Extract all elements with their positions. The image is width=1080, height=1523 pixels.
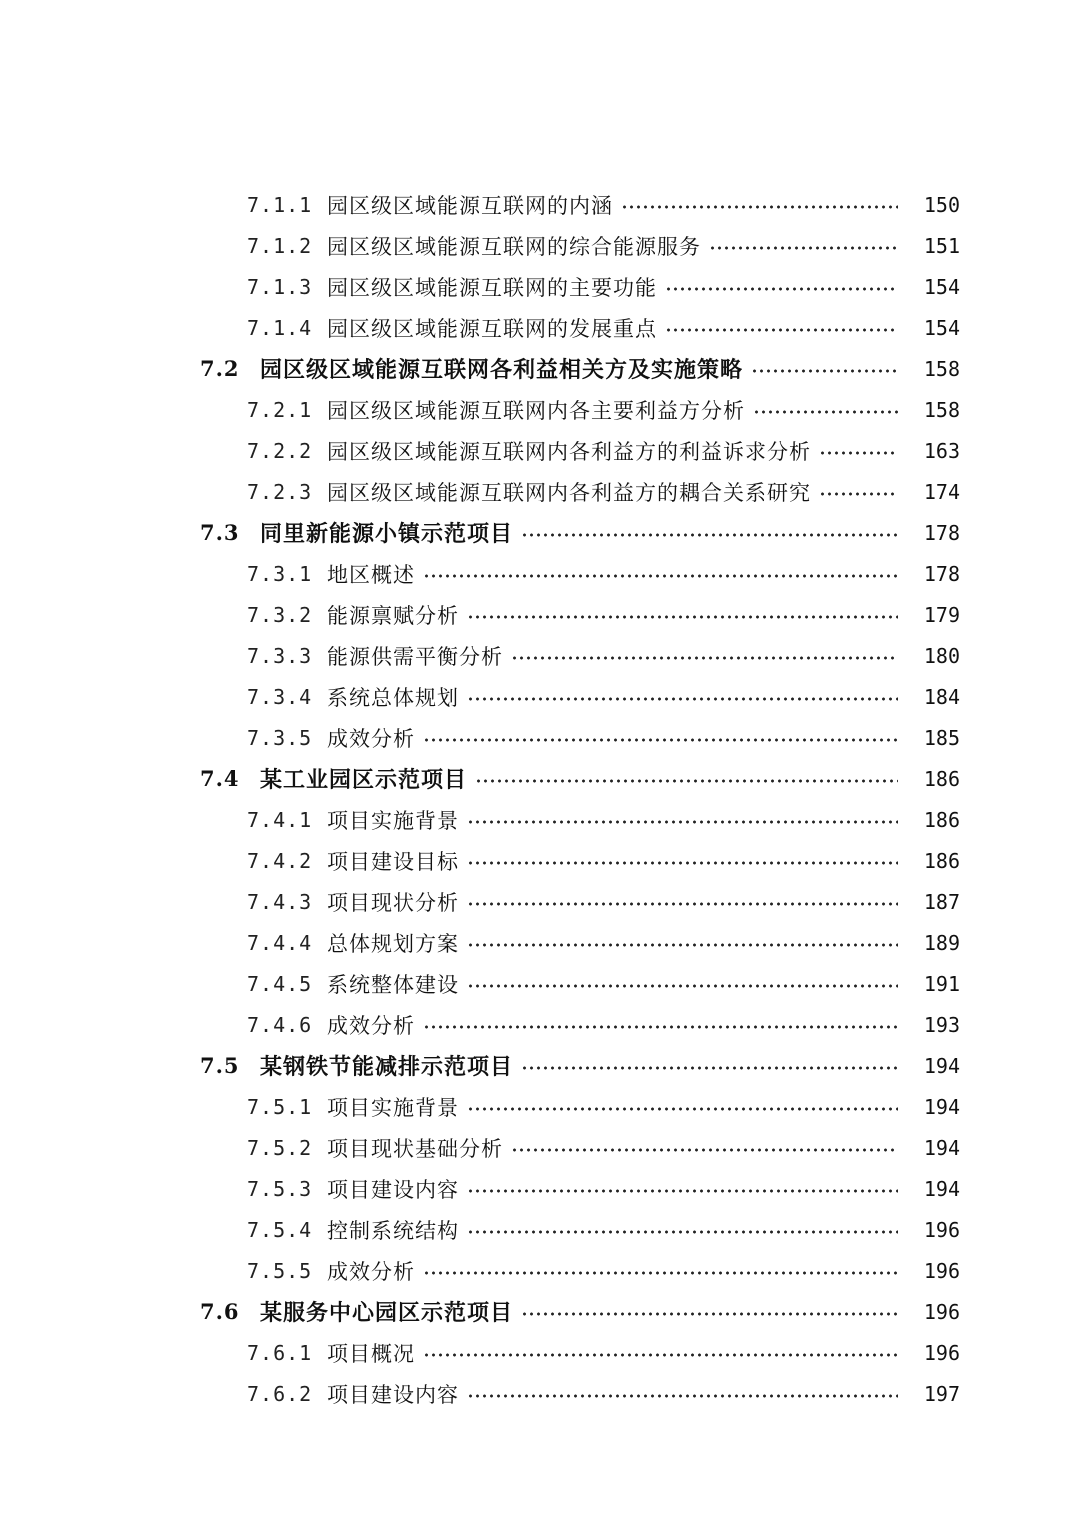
toc-section-heading: [0, 348, 1080, 389]
entry-page-number: 196: [923, 1217, 960, 1242]
entry-page-number: 180: [923, 643, 960, 668]
table-of-contents: [0, 184, 1080, 1414]
dot-leader: [467, 983, 898, 989]
entry-number: 7.3.2: [247, 602, 313, 627]
entry-title: 系统总体规划: [327, 685, 459, 710]
dot-leader: [423, 737, 898, 743]
dot-leader: [753, 409, 898, 415]
entry-title: 园区级区域能源互联网内各利益方的耦合关系研究: [327, 480, 811, 505]
entry-title: 总体规划方案: [327, 931, 459, 956]
dot-leader: [521, 532, 898, 538]
dot-leader: [467, 901, 898, 907]
dot-leader: [467, 614, 898, 620]
entry-page-number: 196: [923, 1299, 960, 1324]
entry-page-number: 186: [923, 807, 960, 832]
toc-entry: [0, 594, 1080, 635]
entry-page-number: 187: [923, 889, 960, 914]
dot-leader: [621, 204, 898, 210]
dot-leader: [423, 1024, 898, 1030]
entry-title: 园区级区域能源互联网的主要功能: [327, 275, 657, 300]
entry-number: 7.2.2: [247, 438, 313, 463]
entry-number: 7.6.1: [247, 1340, 313, 1365]
entry-title: 项目概况: [327, 1341, 415, 1366]
entry-title: 项目建设目标: [327, 849, 459, 874]
entry-title: 成效分析: [327, 726, 415, 751]
toc-section-heading: [0, 758, 1080, 799]
entry-page-number: 178: [923, 520, 960, 545]
entry-page-number: 196: [923, 1340, 960, 1365]
section-title: 某工业园区示范项目: [260, 767, 468, 793]
toc-entry: [0, 676, 1080, 717]
entry-number: 7.4.6: [247, 1012, 313, 1037]
dot-leader: [423, 1270, 898, 1276]
toc-entry: [0, 307, 1080, 348]
dot-leader: [475, 778, 898, 784]
toc-entry: [0, 1209, 1080, 1250]
entry-number: 7.4.5: [247, 971, 313, 996]
entry-page-number: 186: [923, 766, 960, 791]
dot-leader: [467, 1188, 898, 1194]
dot-leader: [521, 1065, 898, 1071]
entry-number: 7.5.2: [247, 1135, 313, 1160]
entry-number: 7.1.1: [247, 192, 313, 217]
toc-entry: [0, 430, 1080, 471]
entry-page-number: 194: [923, 1135, 960, 1160]
entry-number: 7.1.3: [247, 274, 313, 299]
toc-entry: [0, 799, 1080, 840]
entry-number: 7.6.2: [247, 1381, 313, 1406]
dot-leader: [467, 1229, 898, 1235]
section-title: 某钢铁节能减排示范项目: [260, 1054, 514, 1080]
entry-page-number: 191: [923, 971, 960, 996]
entry-page-number: 197: [923, 1381, 960, 1406]
toc-entry: [0, 1086, 1080, 1127]
entry-page-number: 158: [923, 397, 960, 422]
entry-page-number: 193: [923, 1012, 960, 1037]
section-number: 7.4: [200, 766, 240, 791]
dot-leader: [467, 1106, 898, 1112]
entry-title: 园区级区域能源互联网的内涵: [327, 193, 613, 218]
toc-entry: [0, 184, 1080, 225]
toc-entry: [0, 553, 1080, 594]
entry-page-number: 184: [923, 684, 960, 709]
dot-leader: [511, 655, 898, 661]
entry-number: 7.2.3: [247, 479, 313, 504]
entry-page-number: 194: [923, 1053, 960, 1078]
dot-leader: [751, 368, 898, 374]
entry-number: 7.5.4: [247, 1217, 313, 1242]
entry-number: 7.5.3: [247, 1176, 313, 1201]
toc-entry: [0, 840, 1080, 881]
toc-section-heading: [0, 1045, 1080, 1086]
section-title: 某服务中心园区示范项目: [260, 1300, 514, 1326]
section-number: 7.2: [200, 356, 240, 381]
dot-leader: [665, 327, 898, 333]
entry-number: 7.1.4: [247, 315, 313, 340]
entry-title: 地区概述: [327, 562, 415, 587]
dot-leader: [467, 696, 898, 702]
entry-number: 7.2.1: [247, 397, 313, 422]
toc-entry: [0, 963, 1080, 1004]
dot-leader: [467, 819, 898, 825]
entry-number: 7.4.3: [247, 889, 313, 914]
dot-leader: [467, 860, 898, 866]
entry-number: 7.3.3: [247, 643, 313, 668]
dot-leader: [423, 573, 898, 579]
entry-page-number: 154: [923, 274, 960, 299]
entry-page-number: 151: [923, 233, 960, 258]
entry-page-number: 178: [923, 561, 960, 586]
entry-page-number: 150: [923, 192, 960, 217]
entry-page-number: 174: [923, 479, 960, 504]
entry-title: 控制系统结构: [327, 1218, 459, 1243]
toc-entry: [0, 389, 1080, 430]
entry-page-number: 185: [923, 725, 960, 750]
toc-section-heading: [0, 1291, 1080, 1332]
entry-page-number: 196: [923, 1258, 960, 1283]
entry-title: 系统整体建设: [327, 972, 459, 997]
entry-title: 项目现状分析: [327, 890, 459, 915]
dot-leader: [521, 1311, 898, 1317]
entry-number: 7.5.1: [247, 1094, 313, 1119]
toc-entry: [0, 635, 1080, 676]
toc-entry: [0, 1332, 1080, 1373]
entry-title: 项目实施背景: [327, 1095, 459, 1120]
toc-entry: [0, 717, 1080, 758]
entry-title: 项目现状基础分析: [327, 1136, 503, 1161]
dot-leader: [665, 286, 898, 292]
section-number: 7.6: [200, 1299, 240, 1324]
toc-entry: [0, 1168, 1080, 1209]
entry-number: 7.3.4: [247, 684, 313, 709]
toc-section-heading: [0, 512, 1080, 553]
entry-title: 能源禀赋分析: [327, 603, 459, 628]
dot-leader: [423, 1352, 898, 1358]
dot-leader: [819, 491, 898, 497]
section-number: 7.5: [200, 1053, 240, 1078]
dot-leader: [511, 1147, 898, 1153]
toc-entry: [0, 266, 1080, 307]
entry-number: 7.3.1: [247, 561, 313, 586]
entry-title: 成效分析: [327, 1013, 415, 1038]
dot-leader: [467, 1393, 898, 1399]
entry-title: 项目建设内容: [327, 1177, 459, 1202]
entry-number: 7.3.5: [247, 725, 313, 750]
entry-number: 7.4.4: [247, 930, 313, 955]
toc-entry: [0, 881, 1080, 922]
toc-entry: [0, 1004, 1080, 1045]
section-number: 7.3: [200, 520, 240, 545]
entry-page-number: 154: [923, 315, 960, 340]
entry-title: 园区级区域能源互联网内各利益方的利益诉求分析: [327, 439, 811, 464]
entry-title: 成效分析: [327, 1259, 415, 1284]
entry-page-number: 194: [923, 1094, 960, 1119]
entry-title: 园区级区域能源互联网的综合能源服务: [327, 234, 701, 259]
entry-title: 项目建设内容: [327, 1382, 459, 1407]
entry-page-number: 194: [923, 1176, 960, 1201]
toc-entry: [0, 471, 1080, 512]
toc-entry: [0, 1250, 1080, 1291]
toc-entry: [0, 225, 1080, 266]
toc-entry: [0, 1373, 1080, 1414]
entry-number: 7.4.1: [247, 807, 313, 832]
section-title: 同里新能源小镇示范项目: [260, 521, 514, 547]
entry-title: 能源供需平衡分析: [327, 644, 503, 669]
dot-leader: [467, 942, 898, 948]
entry-page-number: 158: [923, 356, 960, 381]
entry-page-number: 186: [923, 848, 960, 873]
dot-leader: [709, 245, 898, 251]
entry-title: 园区级区域能源互联网的发展重点: [327, 316, 657, 341]
entry-number: 7.4.2: [247, 848, 313, 873]
entry-number: 7.5.5: [247, 1258, 313, 1283]
section-title: 园区级区域能源互联网各利益相关方及实施策略: [260, 357, 744, 383]
entry-page-number: 163: [923, 438, 960, 463]
toc-entry: [0, 922, 1080, 963]
toc-entry: [0, 1127, 1080, 1168]
entry-title: 园区级区域能源互联网内各主要利益方分析: [327, 398, 745, 423]
entry-page-number: 189: [923, 930, 960, 955]
entry-page-number: 179: [923, 602, 960, 627]
dot-leader: [819, 450, 898, 456]
entry-title: 项目实施背景: [327, 808, 459, 833]
entry-number: 7.1.2: [247, 233, 313, 258]
